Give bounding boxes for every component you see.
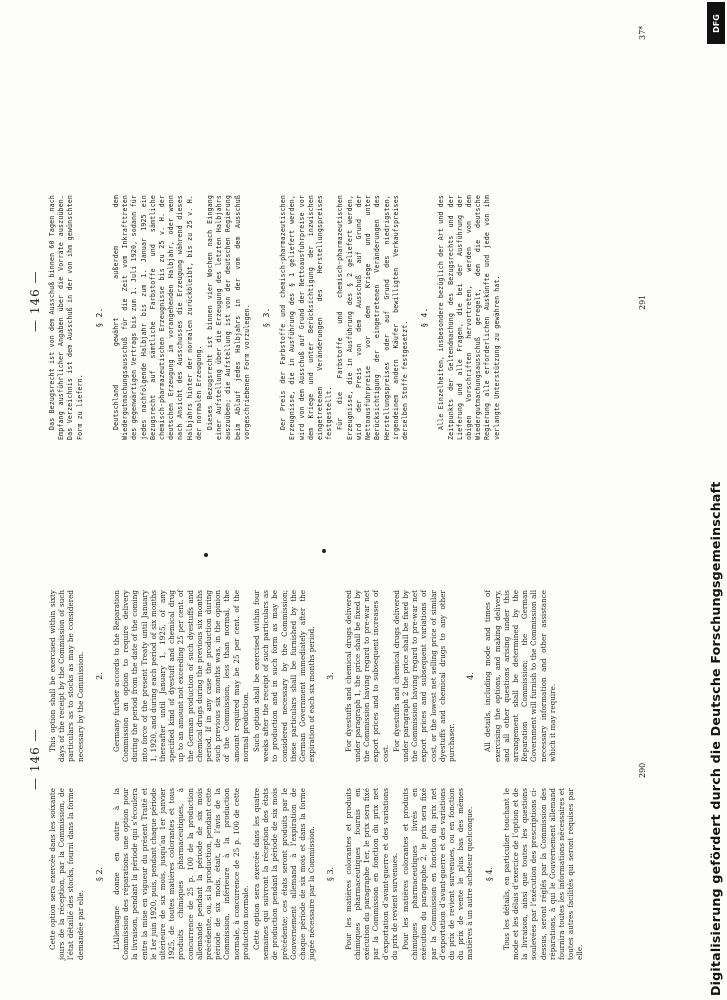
right-page-number: 291	[638, 294, 647, 310]
right-page-signature: 37*	[638, 25, 647, 40]
en-section-4-para-1: All details, including mode and times of exercising the options, and making delivery, and all other questions arising under this arrangement shall be determined by the Reparation Commission; the German Government will furnish to the Commission all necessary information and other assistance which it may require.	[483, 590, 557, 762]
en-section-4-heading: 4.	[466, 672, 476, 680]
en-section-3-para-1: For dyestuffs and chemical drugs delivered under paragraph 1, the price shall be fixed by the Commission having regard to pre-war net export prices and to subsequent increases of cost.	[343, 590, 390, 762]
de-section-3-para-2: Für die Farbstoffe und chemisch-pharmazeutischen Erzeugnisse, die in Ausführung des § 2 geliefert werden, wird der Preis von dem Ausschuß auf Grund der Nettoausfuhrpreise vor dem Kriege und unter Berücksichtigung der eingetretenen Veränderungen des Herstellungspreises oder auf Grund des niedrigsten, irgendeinem andern Käufer bewilligten Verkaufspreises derselben Stoffe festgesetzt.	[336, 195, 409, 440]
dfg-logo	[707, 2, 725, 44]
fr-section-3-heading: § 3.	[326, 866, 336, 882]
fr-section-3-para-1: Pour les matières colorantes et produits chimiques pharmaceutiques fournis en exécution du paragraphe 1er, le prix sera fixé par la Commission en fonction du prix net d’exportation d’avant-guerre et des variations du prix de revient survenues.	[343, 788, 399, 960]
left-page-header: — 146 —	[28, 728, 42, 790]
gutter-mark	[322, 549, 326, 553]
en-intro: This option shall be exercised within sixty days of the receipt by the Commission of such particulars as to stocks as may be considered necessary by the Commission.	[48, 590, 85, 762]
left-page-number: 290	[638, 762, 647, 778]
de-section-4-para-1: Alle Einzelheiten, insbesondere bezüglich der Art und des Zeitpunkts der Geltendmachung des Bezugsrechts und der Lieferung und alle Fragen, die bei der Ausführung der obigen Vorschriften hervortreten, werden von dem Wiedergutmachungsausschuß geregelt, dem die deutsche Regierung alle erforderlichen Auskünfte und jede von ihm verlangte Unterstützung zu gewähren hat.	[437, 195, 501, 440]
french-column	[48, 788, 587, 960]
en-section-2-para-1: Germany further accords to the Reparation Commission an option to require delivery during the period from the date of the coming into force of the present Treaty until January 1, 1920, and during each period of six months thereafter until January 1, 1925, of any specified kind of dyestuff and chemical drug up to an amount not exceeding 25 per cent. of the German production of such dyestuffs and chemical drugs during the previous six months period. If in any case the production during such previous six months was, in the opinion of the Commission, less than normal, the amount required may be 25 per cent. of the normal production.	[112, 590, 250, 762]
fr-section-4-heading: § 4.	[484, 866, 494, 882]
fr-intro: Cette option sera exercée dans les soixante jours de la réception, par la Commission, de l’état détaillé des stocks, fourni dans la forme demandée par elle.	[48, 788, 85, 960]
english-column	[48, 590, 559, 762]
de-section-3-para-1: Der Preis der Farbstoffe und chemisch-pharmazeutischen Erzeugnisse, die in Ausführung des § 1 geliefert werden, wird von dem Ausschuß auf Grund der Nettoausfuhrpreise vor dem Kriege und unter Berücksichtigung der inzwischen eingetretenen Veränderungen des Herstellungspreises festgestellt.	[279, 195, 334, 440]
fr-section-2-heading: § 2.	[94, 866, 104, 882]
de-section-2-para-2: Dieses Bezugsrecht ist binnen vier Wochen nach Eingang einer Aufstellung über die Erzeugung des letzten Halbjahrs auszuüben; die Aufstellung ist von der deutschen Regierung beim Ablauf jedes Halbjahrs in der vom dem Ausschuß vorgeschriebenen Form vorzulegen.	[206, 195, 251, 440]
right-page-header: — 146 —	[28, 270, 42, 332]
german-column	[48, 195, 504, 440]
digitization-banner	[705, 0, 727, 1000]
dfg-logo-text: DFG	[711, 13, 721, 33]
de-intro: Das Bezugsrecht ist von dem Ausschuß binnen 60 Tagen nach Empfang ausführlicher Angaben über die Vorräte auszuüben. Das Verzeichnis ist dem Ausschuß in der von ihm gewünschten Form zu liefern.	[48, 195, 84, 440]
fr-section-3-para-2: Pour les matières colorantes et produits chimiques pharmaceutiques livrés en exécution du paragraphe 2, le prix sera fixé par la Commission en fonction du prix net d’exportation d’avant-guerre et des variations du prix de revient survenues, ou en fonction du prix de vente le plus bas des mêmes matières à un autre acheteur quelconque.	[400, 788, 475, 960]
fr-section-2-para-1: L’Allemagne donne en outre à la Commission des réparations une option pour la livraison, pendant la période qui s’écoulera entre la mise en vigueur du présent Traité et le 1er juin 1920, puis, pendant chaque période ultérieure de six mois, jusqu’au 1er janvier 1925, de toutes matières colorantes et tous produits chimiques pharmaceutiques, à concurrence de 25 p. 100 de la production allemande pendant la période de six mois précédente, ou, si la production, pendant cette période de six mois, était, de l’avis de la Commission, inférieure à la production normale, à concurrence de 25 p. 100 de cette production normale.	[112, 788, 250, 960]
en-section-2-para-2: Such option shall be exercised within four weeks after the receipt of such particulars as to production and in such form as may be considered necessary by the Commission; these particulars shall be furnished by the German Government immediately after the expiration of each six months period.	[252, 590, 317, 762]
de-section-2-heading: § 2.	[94, 307, 104, 328]
en-section-3-heading: 3.	[326, 672, 336, 680]
de-section-4-heading: § 4.	[420, 307, 430, 328]
gutter-mark	[204, 553, 208, 557]
fr-section-4-para-1: Tous les détails, en particulier touchant le mode et les délais d’exercice de l’option et de la livraison, ainsi que toutes les questions soulevées par l’exécution des prescriptions ci-dessus, seront réglés par la Commission des réparations, à qui le Gouvernement allemand fournira toutes les informations nécessaires et toutes autres facilités qui seront requises par elle.	[501, 788, 585, 960]
en-section-2-heading: 2.	[94, 672, 104, 680]
fr-section-2-para-2: Cette option sera exercée dans les quatre semaines qui suivront la réception des états de production pendant la période de six mois précédente; ces états seront produits par le Gouvernement allemand à l’expiration de chaque période de six mois et dans la forme jugée nécessaire par la Commission.	[252, 788, 317, 960]
digitization-credit-text: Digitalisierung gefördert durch die Deutsche Forschungsgemeinschaft	[708, 481, 723, 996]
de-section-2-para-1: Deutschland gewährt außerdem dem Wiedergutmachungsausschuß für die Zeit vom Inkrafttreten des gegenwärtigen Vertrags bis zum 1. Juli 1920, sodann für jedes nachfolgende Halbjahr bis zum 1. Januar 1925 ein Bezugsrecht auf sämtliche Farbstoffe und sämtliche chemisch-pharmazeutischen Erzeugnisse bis zu 25 v. H. der deutschen Erzeugung im vorangehenden Halbjahr, oder wenn nach Ansicht des Ausschusses die Erzeugung während dieses Halbjahrs hinter der normalen zurückbleibt, bis zu 25 v. H. der normalen Erzeugung.	[112, 195, 203, 440]
de-section-3-heading: § 3.	[262, 307, 272, 328]
en-section-3-para-2: For dyestuffs and chemical drugs delivered under paragraph 2 the price shall be fixed by the Commission having regard to pre-war net export prices and subsequent variations of cost, or the lowest net selling price of similar dyestuffs and chemical drugs to any other purchaser.	[391, 590, 456, 762]
